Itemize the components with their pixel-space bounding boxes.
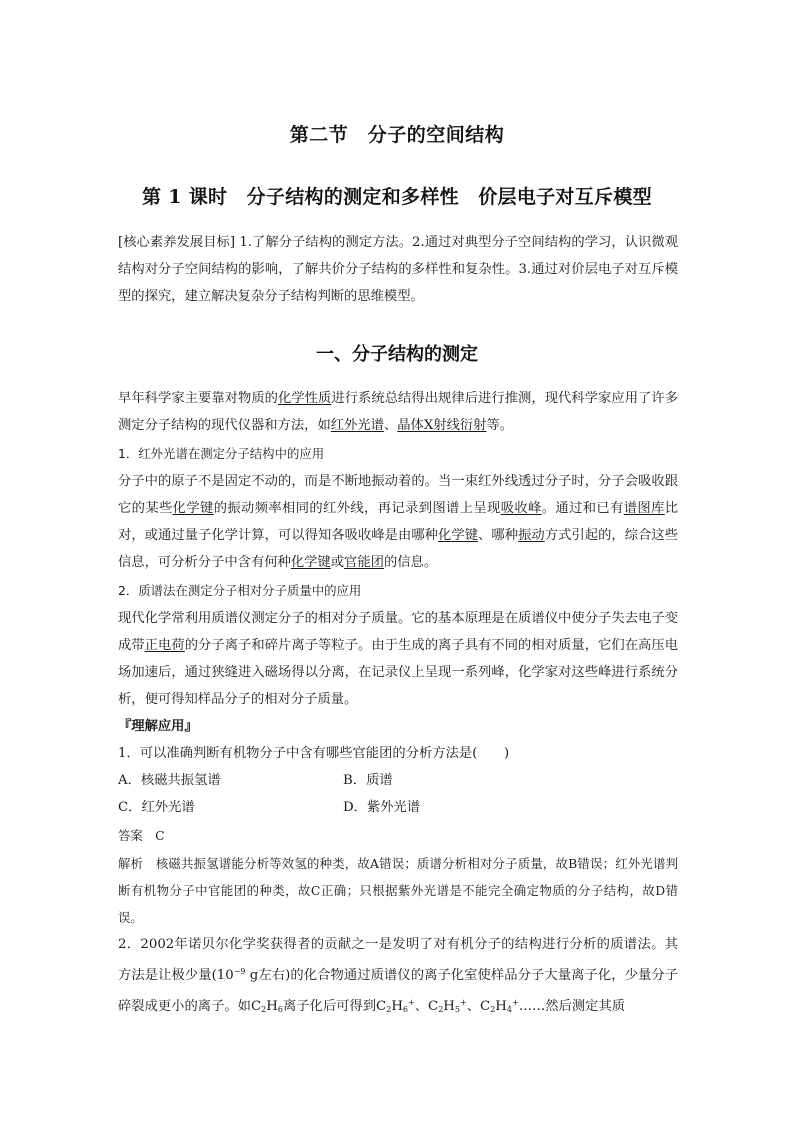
question-1-answer: 答案 C <box>118 828 165 843</box>
part1-body <box>118 385 678 1023</box>
subsection-1-paragraph: 分子中的原子不是固定不动的，而是不断地振动着的。当一束红外线透过分子时，分子会吸收跟它的某些化学键的振动频率相同的红外线，再记录到图谱上呈现吸收峰。通过和已有谱图库比对，或通过量子化学计算，可以得知各吸收峰是由哪种化学键、哪种振动方式引起的，综合这些信息，可分析分子中含有何种化学键或官能团的信息。 <box>118 474 679 570</box>
intro-paragraph: 早年科学家主要靠对物质的化学性质进行系统总结得出规律后进行推测，现代科学家应用了许多测定分子结构的现代仪器和方法，如红外光谱、晶体X射线衍射等。 <box>118 391 679 433</box>
option-d: D．紫外光谱 <box>343 800 421 815</box>
learning-goals <box>118 229 678 310</box>
question-1-analysis: 解析 核磁共振氢谱能分析等效氢的种类，故A错误；质谱分析相对分子质量，故B错误；红外光谱判断有机物分子中官能团的种类，故C正确；只根据紫外光谱是不能完全确定物质的分子结构，故D错误。 <box>118 856 679 925</box>
option-c: C．红外光谱 <box>118 800 195 815</box>
goals-label: [核心素养发展目标] <box>118 235 236 250</box>
question-1-stem: 1．可以准确判断有机物分子中含有哪些官能团的分析方法是( ) <box>118 746 510 761</box>
subsection-2-paragraph: 现代化学常利用质谱仪测定分子的相对分子质量。它的基本原理是在质谱仪中使分子失去电子变成带正电荷的分子离子和碎片离子等粒子。由于生成的离子具有不同的相对质量，它们在高压电场加速后，通过狭缝进入磁场得以分离，在记录仪上呈现一系列峰，化学家对这些峰进行系统分析，便可得知样品分子的相对分子质量。 <box>118 611 679 707</box>
option-a: A．核磁共振氢谱 <box>118 773 221 788</box>
option-b: B．质谱 <box>343 773 393 788</box>
subsection-2-title: 2．质谱法在测定分子相对分子质量中的应用 <box>118 583 362 598</box>
part1-heading: 一、分子结构的测定 <box>316 344 478 365</box>
section-title: 第二节 分子的空间结构 <box>289 124 505 146</box>
question-1 <box>118 740 678 931</box>
practice-heading: 『理解应用』 <box>118 719 198 734</box>
question-2: 2．2002年诺贝尔化学奖获得者的贡献之一是发明了对有机分子的结构进行分析的质谱法。其方法是让极少量($10^{-9}$ g左右)的化合物通过质谱仪的离子化室使样品分子大量离子化，少量分子碎裂成更小的离子。如$C_2H_6$离子化后可得到$C_2H_6^+$、$C_2H_5^+$、$C_2H_4^+\dots\dots$然后测定其质 <box>118 937 679 1014</box>
question-1-options <box>118 767 678 821</box>
lesson-title: 第 1 课时 分子结构的测定和多样性 价层电子对互斥模型 <box>142 186 652 208</box>
goals-text: 1.了解分子结构的测定方法。2.通过对典型分子空间结构的学习，认识微观结构对分子空间结构的影响，了解共价分子结构的多样性和复杂性。3.通过对价层电子对互斥模型的探究，建立解决复杂分子结构判断的思维模型。 <box>118 235 678 304</box>
subsection-1-title: 1．红外光谱在测定分子结构中的应用 <box>118 446 325 461</box>
